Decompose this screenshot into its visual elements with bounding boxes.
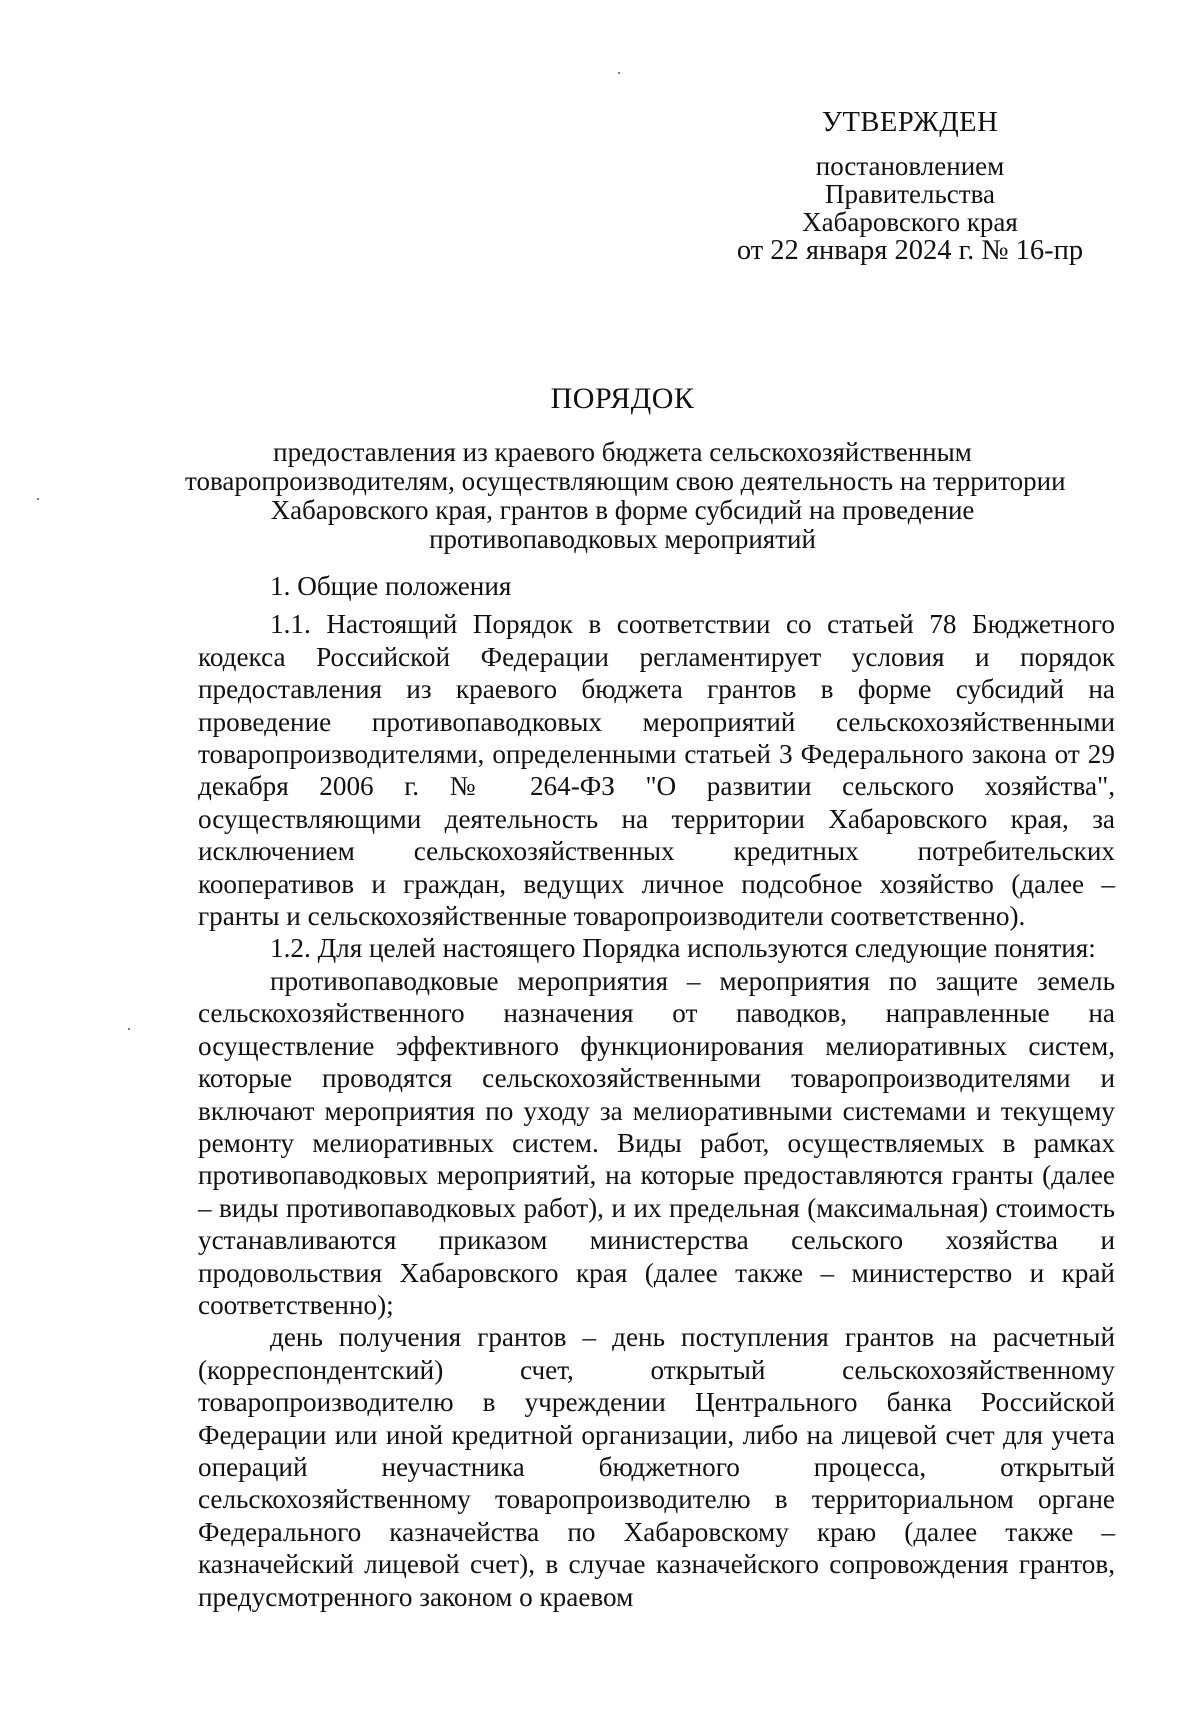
scan-speck [37, 498, 39, 500]
document-subtitle-line: Хабаровского края, грантов в форме субсидий на проведение [270, 495, 975, 525]
approval-heading: УТВЕРЖДЕН [821, 107, 999, 138]
paragraph: противопаводковые мероприятия – мероприятия по защите земель сельскохозяйственного назначения от паводков, направленные на осуществление эффективного функционирования мелиоративных систем, которые проводятся сельскохозяйственными товаропроизводителями и включают мероприятия по уходу за мелиоративными системами и текущему ремонту мелиоративных систем. Виды работ, осуществляемых в рамках противопаводковых мероприятий, на которые предоставляются гранты (далее – виды противопаводковых работ), и их предельная (максимальная) стоимость устанавливаются приказом министерства сельского хозяйства и продовольствия Хабаровского края (далее также – министерство и край соответственно); [198, 965, 1115, 1320]
scan-speck [618, 72, 620, 74]
document-subtitle-line: предоставления из краевого бюджета сельскохозяйственным [273, 437, 972, 467]
paragraph: 1.1. Настоящий Порядок в соответствии со статьей 78 Бюджетного кодекса Российской Федерации регламентирует условия и порядок предоставления из краевого бюджета грантов в форме субсидий на проведение противопаводковых мероприятий сельскохозяйственными товаропроизводителями, определенными статьей 3 Федерального закона от 29 декабря 2006 г. № 264-ФЗ "О развитии сельского хозяйства", осуществляющими деятельность на территории Хабаровского края, за исключением сельскохозяйственных кредитных потребительских кооперативов и граждан, ведущих личное подсобное хозяйство (далее – гранты и сельскохозяйственные товаропроизводители соответственно). [198, 609, 1115, 932]
approval-line: постановлением [815, 151, 1005, 181]
approval-line: Хабаровского края [802, 207, 1018, 237]
approval-line: Правительства [825, 179, 995, 209]
document-subtitle-line: товаропроизводителям, осуществляющим свою деятельность на территории [185, 466, 1066, 496]
paragraph: день получения грантов – день поступления грантов на расчетный (корреспондентский) счет, открытый сельскохозяйственному товаропроизводителю в учреждении Центрального банка Российской Федерации или иной кредитной организации, либо на лицевой счет для учета операций неучастника бюджетного процесса, открытый сельскохозяйственному товаропроизводителю в территориальном органе Федерального казначейства по Хабаровскому краю (далее также – казначейский лицевой счет), в случае казначейского сопровождения грантов, предусмотренного законом о краевом [198, 1322, 1115, 1612]
document-body [198, 570, 1115, 1613]
paragraph: 1.2. Для целей настоящего Порядка используются следующие понятия: [270, 933, 1096, 964]
section-heading: 1. Общие положения [270, 571, 512, 601]
approval-date-number: от 22 января 2024 г. № 16-пр [736, 235, 1084, 266]
scan-speck [128, 1028, 130, 1030]
document-title: ПОРЯДОК [550, 382, 695, 415]
document-title-block [185, 382, 1066, 554]
document-subtitle-line: противопаводковых мероприятий [429, 524, 816, 554]
